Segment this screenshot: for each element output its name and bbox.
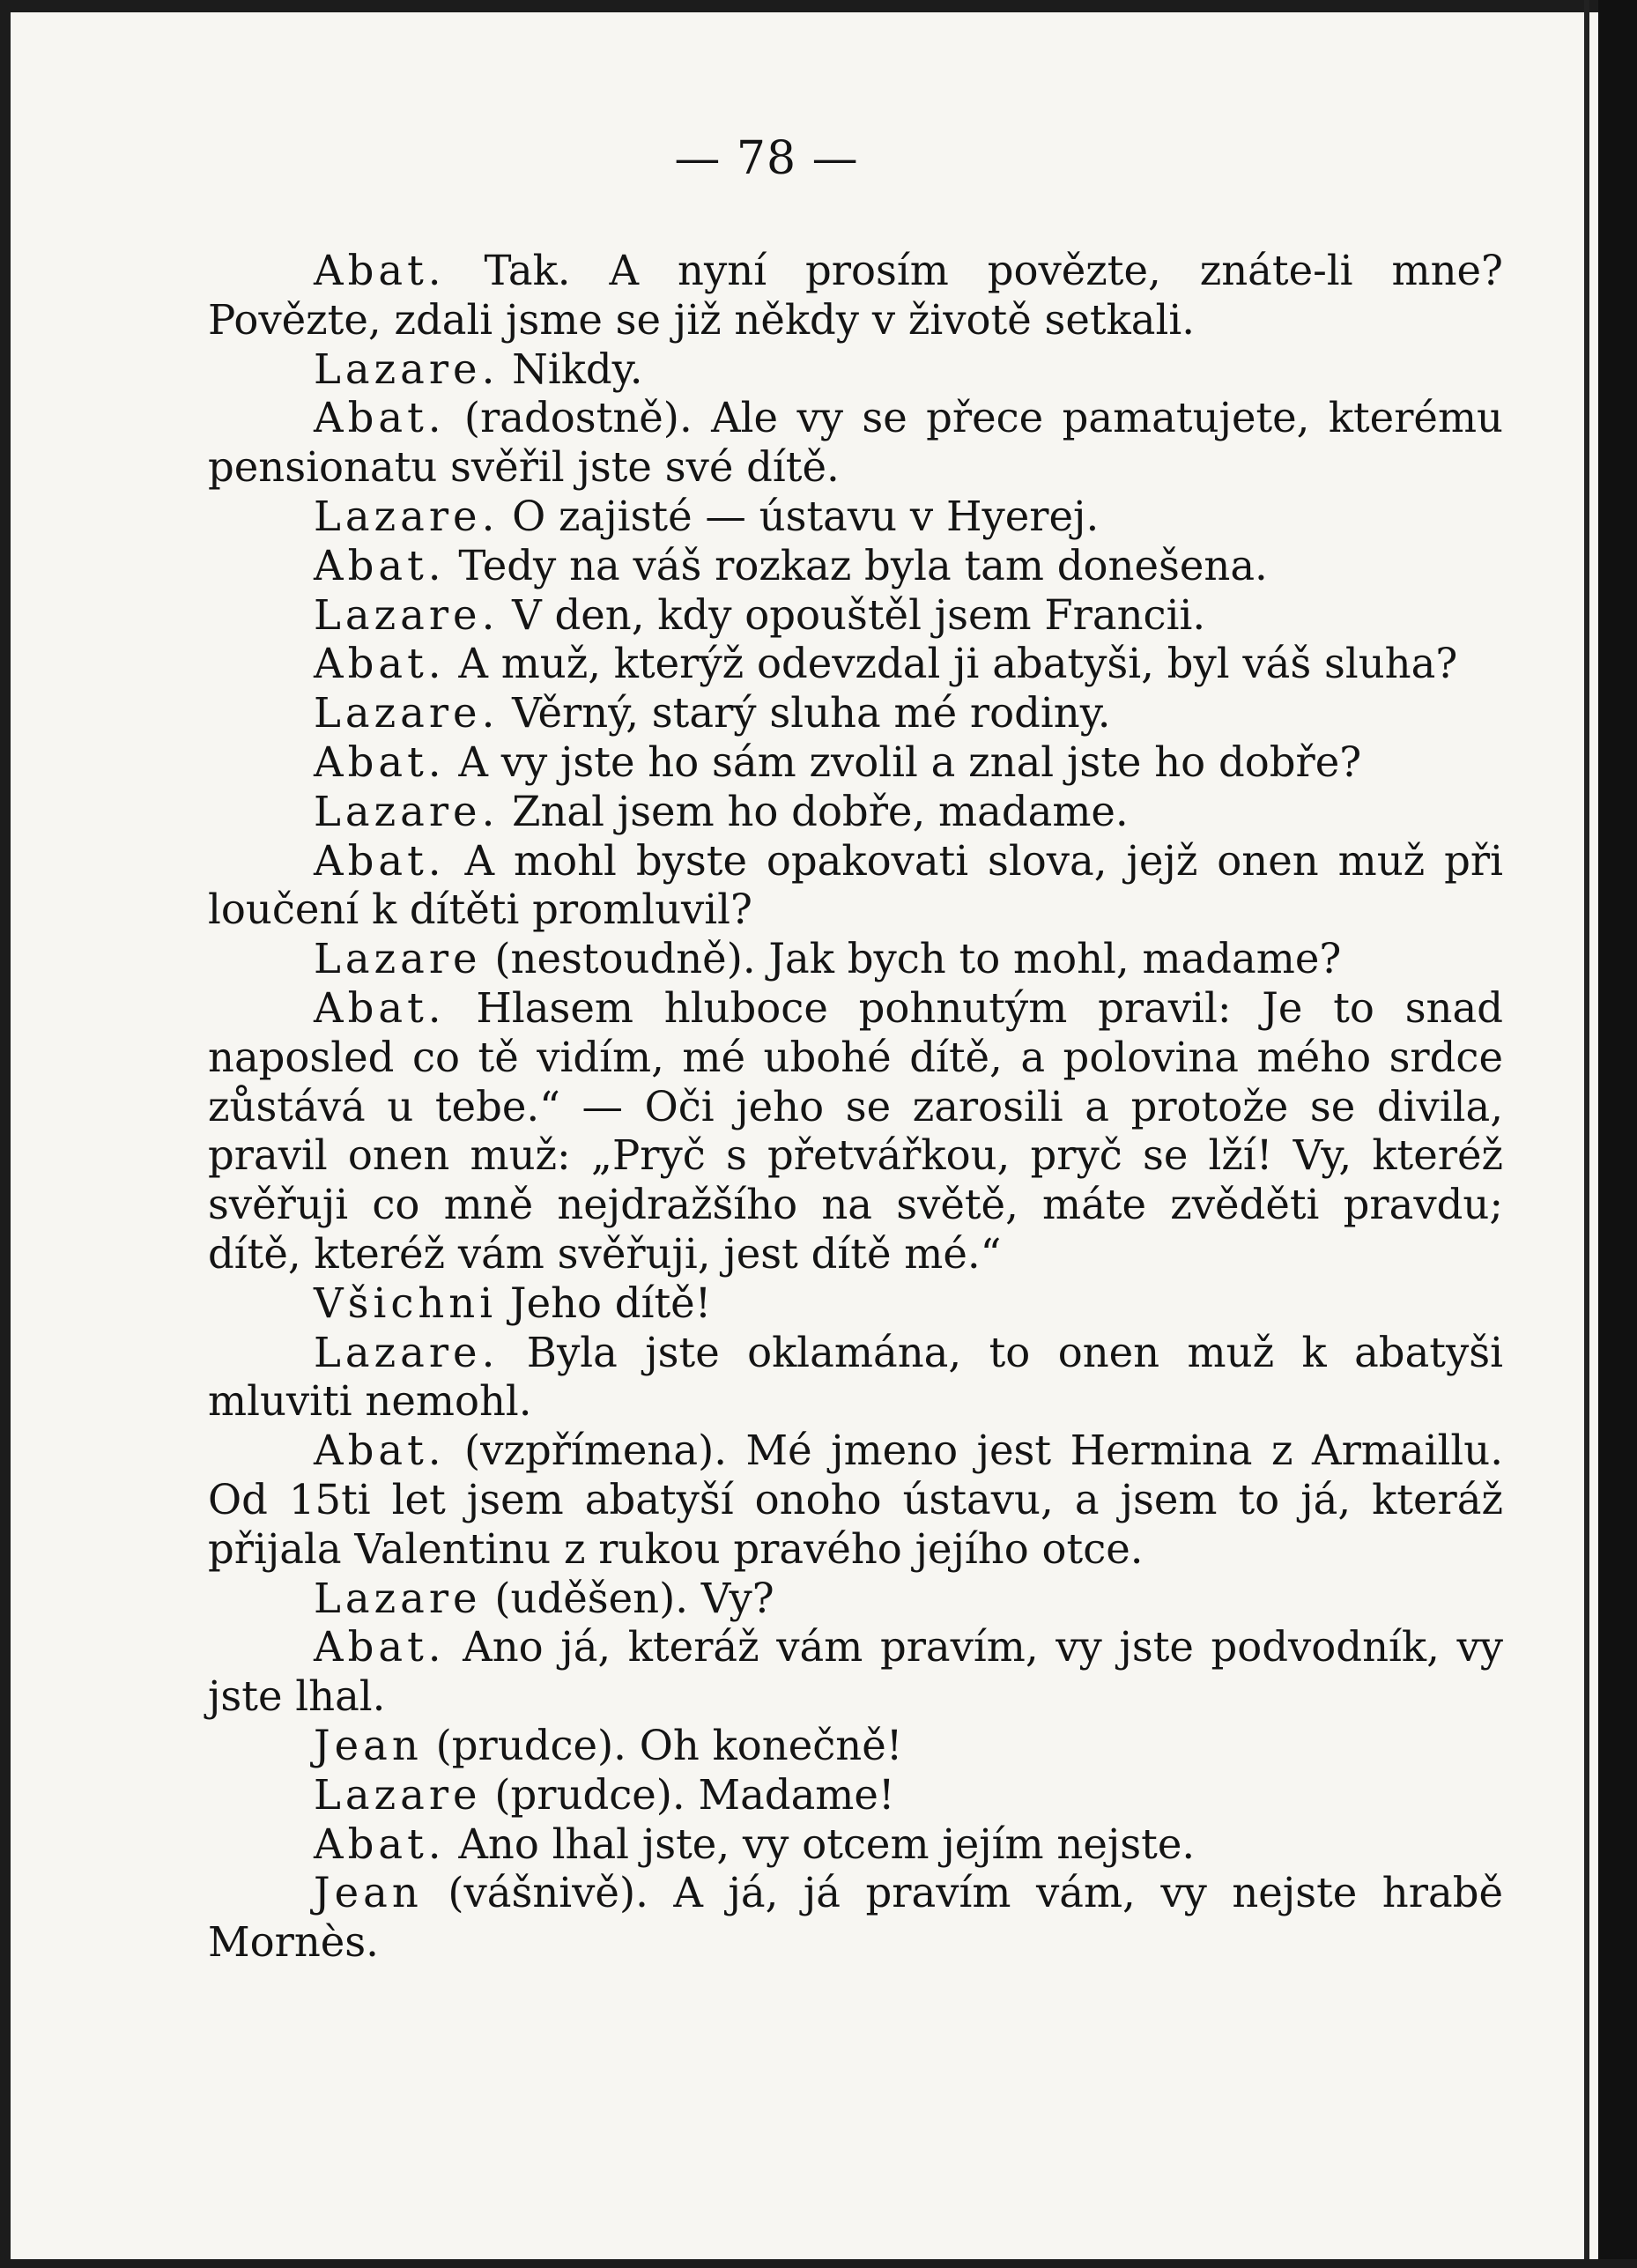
scan-border-top — [0, 0, 1637, 12]
speaker-name: Abat. — [314, 541, 446, 589]
dialogue-line — [208, 394, 1503, 493]
speaker-name: Lazare. — [314, 787, 500, 835]
speaker-name: Lazare. — [314, 492, 500, 540]
scan-border-right — [1598, 0, 1637, 2268]
line-text: (vzpřímena). Mé jmeno jest Hermina z Armaillu. Od 15ti let jsem abatyší onoho ústavu, a jsem to já, kteráž přijala Valentinu z rukou pravého jejího otce. — [208, 1427, 1503, 1573]
scan-border-left — [0, 0, 11, 2268]
dialogue-text — [208, 247, 1503, 1968]
dialogue-line — [208, 935, 1503, 984]
line-text: Byla jste oklamána, to onen muž k abatyši mluviti nemohl. — [208, 1328, 1503, 1426]
line-text: A mohl byste opakovati slova, jejž onen muž při loučení k dítěti promluvil? — [208, 836, 1503, 934]
speaker-name: Abat. — [314, 247, 446, 294]
line-text: (uděšen). Vy? — [481, 1574, 774, 1622]
speaker-name: Lazare. — [314, 590, 500, 639]
line-text: (radostně). Ale vy se přece pamatujete, kterému pensionatu svěřil jste své dítě. — [208, 394, 1503, 492]
dialogue-line — [208, 493, 1503, 542]
speaker-name: Abat. — [314, 640, 446, 688]
speaker-name: Abat. — [314, 1427, 446, 1475]
dialogue-line — [208, 591, 1503, 641]
line-text: A muž, kterýž odevzdal ji abatyši, byl váš sluha? — [445, 640, 1458, 688]
speaker-name: Abat. — [314, 1623, 446, 1671]
speaker-name: Jean — [314, 1869, 423, 1917]
line-text: Ano lhal jste, vy otcem jejím nejste. — [445, 1820, 1196, 1868]
speaker-name: Abat. — [314, 836, 446, 885]
line-text: Ano já, kteráž vám pravím, vy jste podvodník, vy jste lhal. — [208, 1623, 1503, 1721]
line-text: Tedy na váš rozkaz byla tam donešena. — [445, 541, 1268, 589]
dialogue-line — [208, 1427, 1503, 1574]
speaker-name: Lazare — [314, 935, 482, 983]
line-text: Tak. A nyní prosím povězte, znáte-li mne? Povězte, zdali jsme se již někdy v životě setkali. — [208, 247, 1503, 344]
scan-border-line — [1584, 0, 1589, 2268]
line-text: Znal jsem ho dobře, madame. — [499, 787, 1129, 835]
speaker-name: Jean — [314, 1721, 423, 1769]
dialogue-line — [208, 247, 1503, 345]
scan-border-bottom — [0, 2259, 1637, 2268]
line-text: (vášnivě). A já, já pravím vám, vy nejste hrabě Mornès. — [208, 1869, 1503, 1967]
dialogue-line — [208, 1623, 1503, 1722]
line-text: Nikdy. — [499, 345, 643, 393]
dialogue-line — [208, 837, 1503, 936]
line-text: Jeho dítě! — [497, 1279, 712, 1327]
speaker-name: Abat. — [314, 737, 446, 786]
speaker-name: Abat. — [314, 1820, 446, 1868]
dialogue-line — [208, 689, 1503, 738]
line-text: (nestoudně). Jak bych to mohl, madame? — [481, 935, 1342, 983]
dialogue-line — [208, 345, 1503, 395]
dialogue-line — [208, 1279, 1503, 1329]
dialogue-line — [208, 738, 1503, 788]
speaker-name: Abat. — [314, 983, 446, 1032]
dialogue-line — [208, 1869, 1503, 1968]
line-text: V den, kdy opouštěl jsem Francii. — [499, 590, 1206, 639]
dialogue-line — [208, 1575, 1503, 1624]
line-text: A vy jste ho sám zvolil a znal jste ho dobře? — [445, 737, 1362, 786]
dialogue-line — [208, 542, 1503, 591]
speaker-name: Lazare — [314, 1770, 482, 1819]
dialogue-line — [208, 788, 1503, 837]
line-text: (prudce). Oh konečně! — [422, 1721, 903, 1769]
speaker-name: Lazare — [314, 1574, 482, 1622]
page-number: — 78 — — [674, 132, 859, 185]
dialogue-line — [208, 1771, 1503, 1820]
speaker-name: Lazare. — [314, 1328, 500, 1376]
line-text: Věrný, starý sluha mé rodiny. — [499, 689, 1111, 737]
dialogue-line — [208, 640, 1503, 689]
dialogue-line — [208, 1329, 1503, 1427]
speaker-name: Abat. — [314, 394, 446, 442]
dialogue-line — [208, 1722, 1503, 1771]
line-text: (prudce). Madame! — [481, 1770, 895, 1819]
dialogue-line — [208, 1820, 1503, 1870]
speaker-name: Všichni — [314, 1279, 498, 1327]
dialogue-line — [208, 984, 1503, 1279]
speaker-name: Lazare. — [314, 345, 500, 393]
speaker-name: Lazare. — [314, 689, 500, 737]
line-text: O zajisté — ústavu v Hyerej. — [499, 492, 1100, 540]
line-text: Hlasem hluboce pohnutým pravil: Je to snad naposled co tě vidím, mé ubohé dítě, a polovina mého srdce zůstává u tebe.“ — Oči jeho se zarosili a protože se divila, pravil onen muž: „Pryč s přetvářkou, pryč se lží! Vy, kteréž svěřuji co mně nejdražšího na světě, máte zvěděti pravdu; dítě, kteréž vám svěřuji, jest dítě mé.“ — [208, 983, 1503, 1278]
